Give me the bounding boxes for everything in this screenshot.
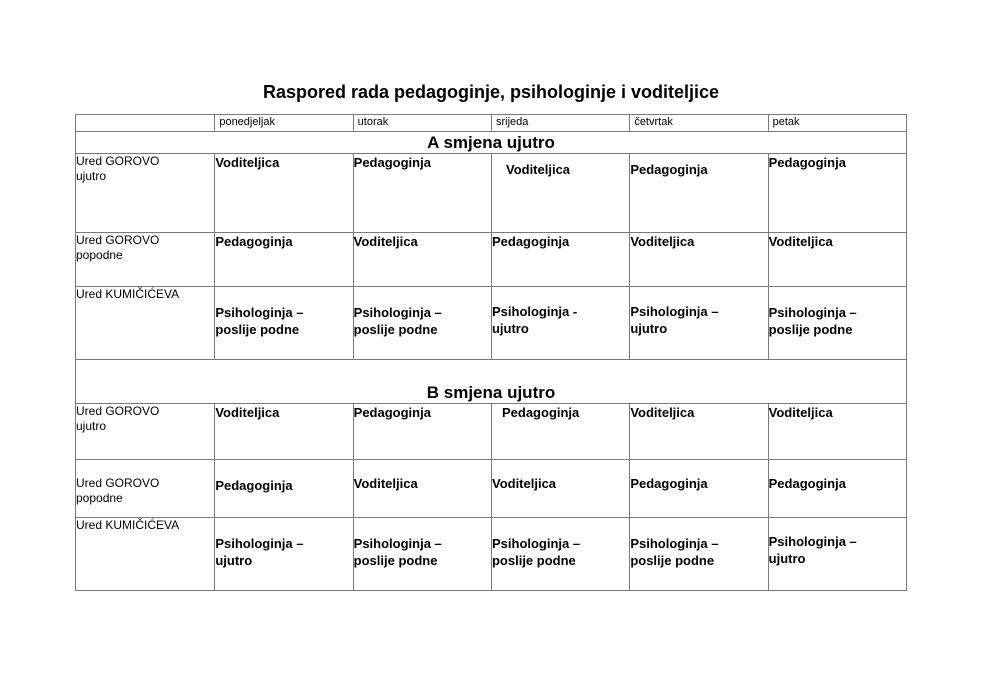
- office-name: Ured GOROVO: [76, 233, 160, 247]
- schedule-cell: [491, 518, 629, 591]
- day-header-row: [76, 115, 907, 132]
- table-row: [76, 287, 907, 360]
- schedule-cell: Pedagoginja: [630, 460, 768, 518]
- cell-line-1: Psihologinja –: [491, 536, 581, 551]
- office-shift: popodne: [76, 491, 123, 505]
- cell-line-1: Psihologinja –: [353, 305, 442, 320]
- cell-line-1: Psihologinja –: [630, 304, 719, 319]
- cell-line-2: poslije podne: [215, 322, 300, 337]
- section-row-a: [76, 132, 907, 154]
- day-header-thursday: četvrtak: [630, 115, 768, 132]
- cell-line-2: poslije podne: [768, 322, 853, 337]
- schedule-cell: Pedagoginja: [768, 154, 906, 233]
- cell-line-2: ujutro: [215, 553, 253, 568]
- page-title: Raspored rada pedagoginje, psihologinje i voditeljice: [262, 82, 720, 102]
- office-name: Ured KUMIČIĆEVA: [76, 518, 180, 532]
- schedule-cell: Pedagoginja: [353, 404, 491, 460]
- cell-line-2: poslije podne: [630, 553, 715, 568]
- table-row: [76, 518, 907, 591]
- cell-line-2: ujutro: [491, 321, 529, 336]
- table-row: [76, 404, 907, 460]
- cell-line-1: Psihologinja –: [630, 536, 719, 551]
- schedule-cell: Pedagoginja: [215, 233, 353, 287]
- cell-line-2: poslije podne: [353, 553, 438, 568]
- header-corner-cell: [76, 115, 215, 132]
- section-heading-a: A smjena ujutro: [76, 132, 907, 154]
- schedule-cell: [353, 518, 491, 591]
- schedule-cell: Voditeljica: [353, 460, 491, 518]
- office-cell: [76, 233, 215, 287]
- cell-line-2: poslije podne: [353, 322, 438, 337]
- office-name: Ured GOROVO: [76, 404, 160, 418]
- office-cell: [76, 518, 215, 591]
- cell-line-2: ujutro: [768, 551, 806, 566]
- schedule-cell: [215, 287, 353, 360]
- schedule-cell: Pedagoginja: [353, 154, 491, 233]
- schedule-cell: [491, 287, 629, 360]
- schedule-cell: Pedagoginja: [630, 154, 768, 233]
- cell-line-2: poslije podne: [491, 553, 576, 568]
- schedule-cell: Voditeljica: [630, 404, 768, 460]
- schedule-cell: [630, 287, 768, 360]
- office-cell: [76, 154, 215, 233]
- day-header-friday: petak: [768, 115, 906, 132]
- day-header-monday: ponedjeljak: [215, 115, 353, 132]
- schedule-cell: Pedagoginja: [215, 460, 353, 518]
- cell-line-1: Psihologinja –: [768, 305, 857, 320]
- schedule-cell: Voditeljica: [491, 154, 629, 233]
- section-heading-b: B smjena ujutro: [76, 360, 907, 404]
- table-row: [76, 154, 907, 233]
- office-shift: ujutro: [76, 419, 107, 433]
- schedule-cell: [630, 518, 768, 591]
- schedule-cell: [353, 287, 491, 360]
- cell-line-2: ujutro: [630, 321, 668, 336]
- office-shift: ujutro: [76, 169, 107, 183]
- cell-line-1: Psihologinja -: [491, 304, 578, 319]
- day-header-tuesday: utorak: [353, 115, 491, 132]
- schedule-cell: Voditeljica: [215, 404, 353, 460]
- office-cell: [76, 404, 215, 460]
- cell-line-1: Psihologinja –: [215, 536, 304, 551]
- table-row: [76, 460, 907, 518]
- office-cell: [76, 460, 215, 518]
- office-cell: [76, 287, 215, 360]
- schedule-cell: Voditeljica: [630, 233, 768, 287]
- office-name: Ured GOROVO: [76, 154, 160, 168]
- schedule-cell: Voditeljica: [215, 154, 353, 233]
- table-row: [76, 233, 907, 287]
- schedule-cell: Voditeljica: [768, 233, 906, 287]
- schedule-cell: Voditeljica: [353, 233, 491, 287]
- schedule-cell: Voditeljica: [491, 460, 629, 518]
- schedule-cell: [768, 287, 906, 360]
- schedule-cell: Pedagoginja: [491, 233, 629, 287]
- schedule-cell: Voditeljica: [768, 404, 906, 460]
- schedule-cell: Pedagoginja: [491, 404, 629, 460]
- office-name: Ured GOROVO: [76, 476, 160, 490]
- schedule-cell: [768, 518, 906, 591]
- office-name: Ured KUMIČIĆEVA: [76, 287, 180, 301]
- cell-line-1: Psihologinja –: [768, 534, 857, 549]
- section-row-b: [76, 360, 907, 404]
- cell-line-1: Psihologinja –: [353, 536, 442, 551]
- schedule-table: [75, 114, 907, 591]
- schedule-cell: [215, 518, 353, 591]
- schedule-cell: Pedagoginja: [768, 460, 906, 518]
- cell-line-1: Psihologinja –: [215, 305, 304, 320]
- office-shift: popodne: [76, 248, 123, 262]
- day-header-wednesday: srijeda: [491, 115, 629, 132]
